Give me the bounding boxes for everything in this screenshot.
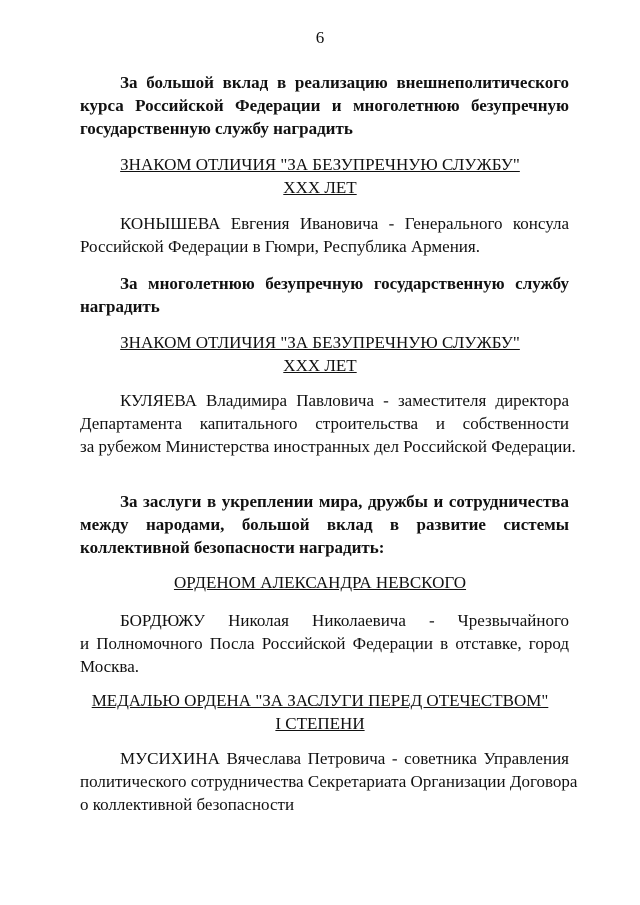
award-title-3 (0, 571, 640, 594)
text-line: КОНЫШЕВА Евгения Ивановича - Генерального консула (120, 214, 569, 233)
text-line: за рубежом Министерства иностранных дел Российской Федерации. (80, 437, 576, 456)
text-line: наградить (80, 297, 160, 316)
text-line: государственную службу наградить (80, 119, 353, 138)
text-line: политического сотрудничества Секретариата Организации Договора (80, 772, 578, 791)
award-intro-1 (80, 71, 569, 140)
text-line: Российской Федерации в Гюмри, Республика Армения. (80, 237, 480, 256)
award-title-1 (0, 153, 640, 199)
award-title-4 (0, 689, 640, 735)
text-line: коллективной безопасности наградить: (80, 538, 385, 557)
recipient-2 (80, 389, 576, 458)
text-line: курса Российской Федерации и многолетнюю безупречную (80, 96, 569, 115)
award-name: ЗНАКОМ ОТЛИЧИЯ "ЗА БЕЗУПРЕЧНУЮ СЛУЖБУ" (120, 333, 520, 352)
text-line: Москва. (80, 657, 140, 676)
text-line: МУСИХИНА Вячеслава Петровича - советника Управления (120, 749, 569, 768)
award-name: МЕДАЛЬЮ ОРДЕНА "ЗА ЗАСЛУГИ ПЕРЕД ОТЕЧЕСТВОМ" (91, 691, 549, 710)
recipient-4 (80, 747, 578, 816)
award-intro-3 (80, 490, 569, 559)
text-line: За многолетнюю безупречную государственную службу (120, 274, 569, 293)
text-line: и Полномочного Посла Российской Федерации в отставке, город (80, 634, 569, 653)
award-name: ЗНАКОМ ОТЛИЧИЯ "ЗА БЕЗУПРЕЧНУЮ СЛУЖБУ" (120, 155, 520, 174)
text-line: БОРДЮЖУ Николая Николаевича - Чрезвычайного (120, 611, 569, 630)
text-line: о коллективной безопасности (80, 795, 295, 814)
recipient-3 (80, 609, 569, 678)
text-line: КУЛЯЕВА Владимира Павловича - заместителя директора (120, 391, 569, 410)
award-title-2 (0, 331, 640, 377)
recipient-1 (80, 212, 569, 258)
text-line: За заслуги в укреплении мира, дружбы и сотрудничества (120, 492, 569, 511)
text-line: между народами, большой вклад в развитие системы (80, 515, 569, 534)
text-line: Департамента капитального строительства и собственности (80, 414, 569, 433)
award-degree: XXX ЛЕТ (283, 356, 357, 375)
award-intro-2 (80, 272, 569, 318)
award-degree: XXX ЛЕТ (283, 178, 357, 197)
award-name: ОРДЕНОМ АЛЕКСАНДРА НЕВСКОГО (173, 573, 467, 592)
page-number: 6 (315, 28, 325, 47)
text-line: За большой вклад в реализацию внешнеполитического (120, 73, 569, 92)
award-degree: I СТЕПЕНИ (275, 714, 365, 733)
